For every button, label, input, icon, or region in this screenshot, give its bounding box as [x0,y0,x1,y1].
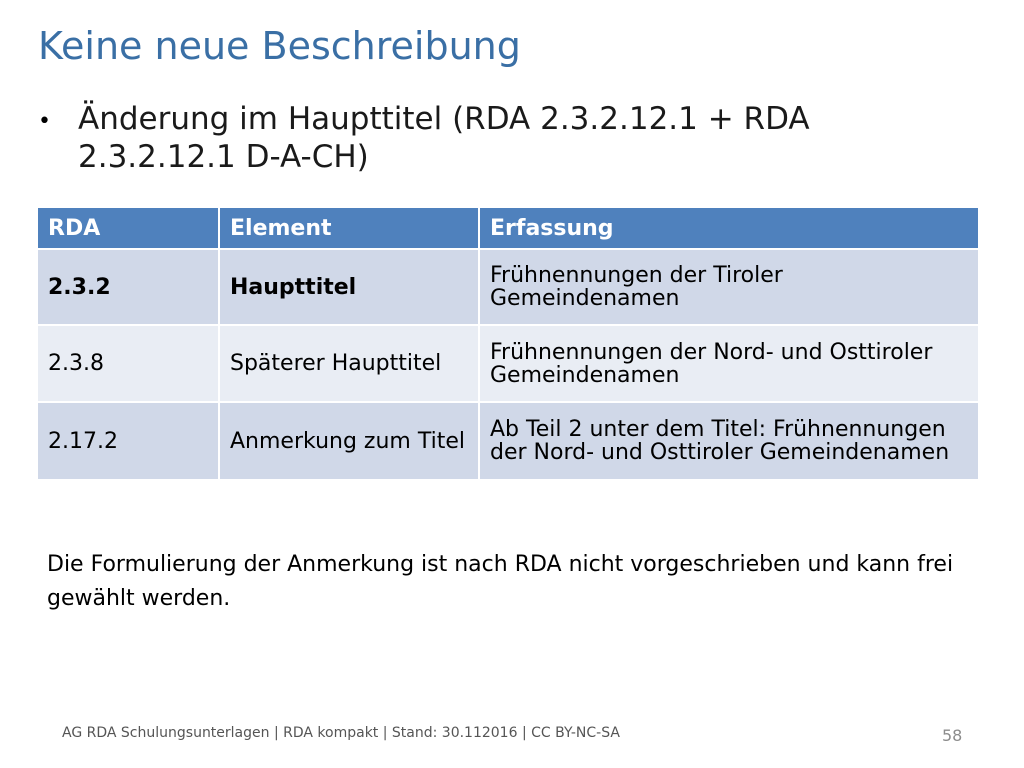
slide-title: Keine neue Beschreibung [38,24,521,68]
header-rda: RDA [38,208,218,248]
bullet-marker: • [38,109,51,134]
table-row [38,403,978,479]
table-row [38,250,978,324]
note-text: Die Formulierung der Anmerkung ist nach RDA nicht vorgeschrieben und kann frei gewählt werden. [47,552,954,611]
cell-rda: 2.3.8 [38,326,218,401]
bullet-text: Änderung im Haupttitel (RDA 2.3.2.12.1 + RDA 2.3.2.12.1 D-A-CH) [78,101,810,175]
table-row [38,326,978,401]
cell-rda: 2.3.2 [38,250,218,324]
table-header-row [38,208,978,248]
page-number: 58 [942,726,963,745]
cell-erfassung: Ab Teil 2 unter dem Titel: Frühnennungen der Nord- und Osttiroler Gemeindenamen [480,403,978,479]
cell-element: Anmerkung zum Titel [220,403,478,479]
cell-erfassung: Frühnennungen der Nord- und Osttiroler Gemeindenamen [480,326,978,401]
bullet-item [38,100,938,176]
cell-rda: 2.17.2 [38,403,218,479]
footer-text: AG RDA Schulungsunterlagen | RDA kompakt | Stand: 30.112016 | CC BY-NC-SA [62,725,620,741]
header-erfassung: Erfassung [480,208,978,248]
header-element: Element [220,208,478,248]
rda-table [36,206,980,481]
cell-element: Haupttitel [220,250,478,324]
cell-erfassung: Frühnennungen der Tiroler Gemeindenamen [480,250,978,324]
cell-element: Späterer Haupttitel [220,326,478,401]
